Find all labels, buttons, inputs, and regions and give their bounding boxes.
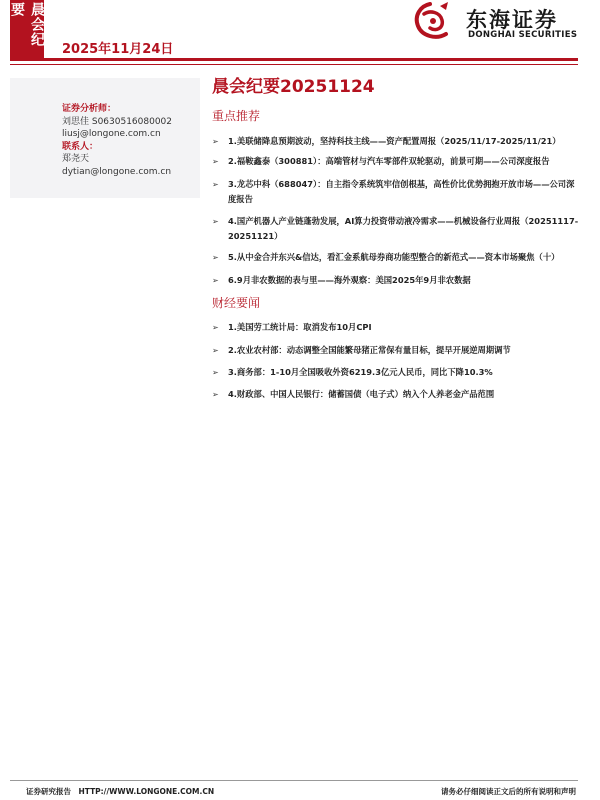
footer-website[interactable]: 证券研究报告 HTTP://WWW.LONGONE.COM.CN: [26, 787, 215, 796]
recommendation-item[interactable]: [212, 177, 582, 207]
recommendation-text: 2.福鞍鑫泰（300881）：高端管材与汽车零部件双轮驱动，前景可期——公司深度报告: [228, 156, 550, 166]
news-text: 1.美国劳工统计局：取消发布10月CPI: [228, 322, 372, 332]
bullet-arrow-icon: ➢: [212, 157, 219, 166]
recommendation-text: 4.国产机器人产业链蓬勃发展，AI算力投资带动液冷需求——机械设备行业周报（20251117-20251121）: [228, 216, 579, 241]
logo-chinese-name: 东海证券: [466, 8, 558, 32]
news-text: 3.商务部：1-10月全国吸收外资6219.3亿元人民币，同比下降10.3%: [228, 367, 493, 377]
logo-english-name: DONGHAI SECURITIES: [468, 30, 578, 40]
contact-label: 联系人：: [62, 141, 99, 152]
analyst-label: 证券分析师：: [62, 104, 117, 114]
header-divider: [10, 58, 578, 61]
recommendation-text: 1.美联储降息预期波动，坚持科技主线——资产配置周报（2025/11/17-2025/11/21）: [228, 136, 561, 146]
report-type-label: 晨会纪要: [9, 2, 45, 47]
footer-divider: [10, 780, 578, 781]
news-text: 2.农业农村部：动态调整全国能繁母猪正常保有量目标，提早开展逆周期调节: [228, 345, 511, 355]
report-date: 2025年11月24日: [62, 42, 174, 57]
bullet-arrow-icon: ➢: [212, 390, 219, 399]
bullet-arrow-icon: ➢: [212, 180, 219, 189]
contact-name: 郑尧天: [62, 154, 90, 164]
header-divider-thin: [10, 64, 578, 65]
contact-email[interactable]: dytian@longone.com.cn: [62, 166, 172, 177]
news-item[interactable]: [212, 365, 582, 380]
recommendation-item[interactable]: [212, 273, 582, 288]
recommendation-text: 5.从中金合并东兴&信达，看汇金系航母券商功能型整合的新范式——资本市场聚焦（十）: [228, 252, 560, 262]
recommendation-item[interactable]: [212, 134, 582, 149]
footer-disclaimer: 请务必仔细阅读正文后的所有说明和声明: [441, 787, 576, 796]
bullet-arrow-icon: ➢: [212, 217, 219, 226]
analyst-name-license: 刘思佳 S0630516080002: [62, 116, 173, 127]
analyst-info: [62, 103, 172, 178]
recommendation-item[interactable]: [212, 214, 582, 244]
recommendation-text: 3.龙芯中科（688047）：自主指令系统筑牢信创根基，高性价比优势拥抱开放市场——公司深度报告: [228, 179, 575, 204]
company-logo: [410, 0, 595, 46]
document-title: 晨会纪要20251124: [212, 77, 375, 97]
news-text: 4.财政部、中国人民银行：储蓄国债（电子式）纳入个人养老金产品范围: [228, 389, 495, 399]
bullet-arrow-icon: ➢: [212, 137, 219, 146]
bullet-arrow-icon: ➢: [212, 323, 219, 332]
section-heading-recommendations: 重点推荐: [212, 109, 261, 123]
bullet-arrow-icon: ➢: [212, 346, 219, 355]
news-item[interactable]: [212, 343, 582, 358]
donghai-logo-icon: [410, 0, 458, 46]
report-type-tab: [10, 0, 44, 60]
bullet-arrow-icon: ➢: [212, 276, 219, 285]
news-item[interactable]: [212, 320, 582, 335]
bullet-arrow-icon: ➢: [212, 253, 219, 262]
recommendation-item[interactable]: [212, 154, 582, 169]
analyst-email[interactable]: liusj@longone.com.cn: [62, 129, 161, 139]
news-item[interactable]: [212, 387, 582, 402]
bullet-arrow-icon: ➢: [212, 368, 219, 377]
section-heading-finance-news: 财经要闻: [212, 296, 261, 310]
recommendation-item[interactable]: [212, 250, 582, 265]
recommendation-text: 6.9月非农数据的表与里——海外观察：美国2025年9月非农数据: [228, 275, 471, 285]
